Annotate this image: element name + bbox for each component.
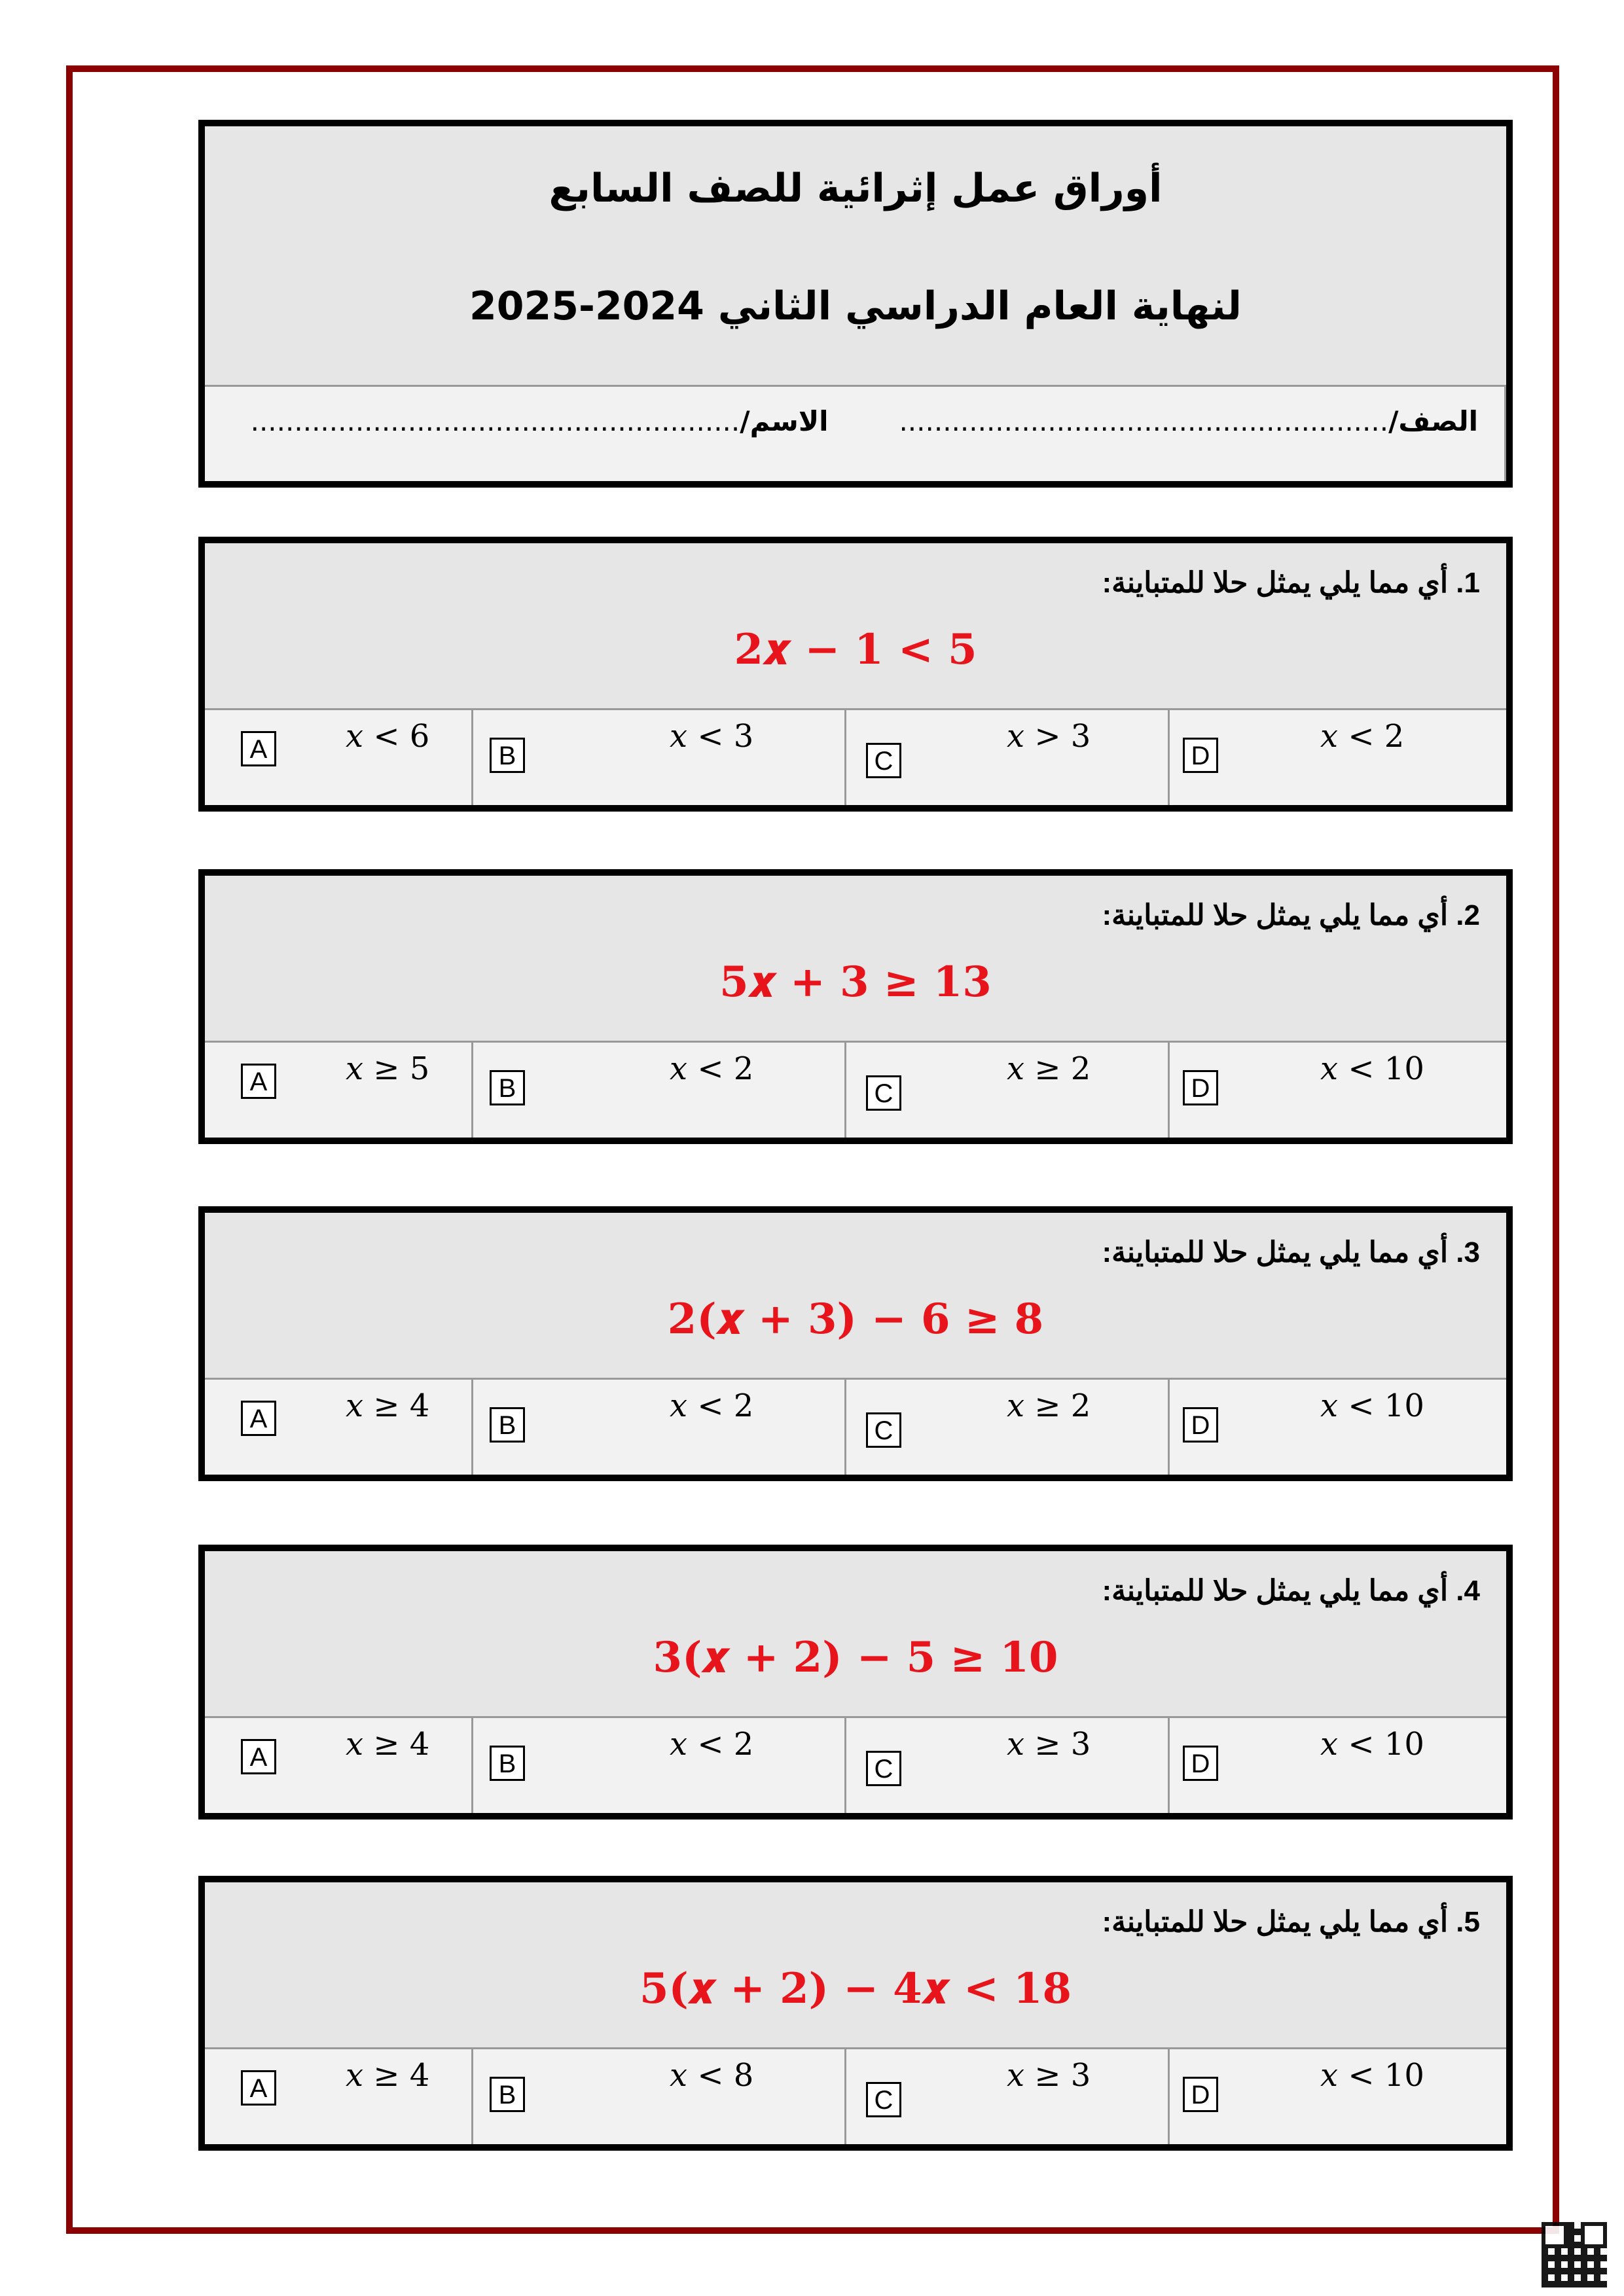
option-value: 𝑥 ≥ 3 [1007, 2057, 1091, 2094]
option-letter: A [241, 2070, 276, 2106]
option-value: 𝑥 ≥ 2 [1007, 1388, 1091, 1424]
name-label: الاسم/ [740, 405, 829, 437]
option-value: 𝑥 < 2 [670, 1388, 754, 1424]
option-letter: C [866, 1751, 901, 1786]
option-letter: D [1183, 1746, 1218, 1781]
question-prompt: 2. أي مما يلي يمثل حلا للمتباينة: [1102, 899, 1480, 931]
option-letter: D [1183, 738, 1218, 773]
option-b[interactable] [473, 1380, 846, 1475]
class-label: الصف/ [1388, 405, 1478, 437]
answer-options [205, 708, 1506, 805]
question-prompt: 4. أي مما يلي يمثل حلا للمتباينة: [1102, 1575, 1480, 1607]
class-field[interactable] [855, 387, 1507, 481]
option-letter: B [490, 2077, 525, 2112]
option-d[interactable] [1170, 710, 1506, 805]
option-value: 𝑥 < 6 [346, 718, 430, 755]
option-value: 𝑥 ≥ 3 [1007, 1726, 1091, 1763]
answer-options [205, 1716, 1506, 1813]
option-b[interactable] [473, 1043, 846, 1138]
option-value: 𝑥 < 2 [670, 1050, 754, 1087]
option-a[interactable] [205, 2049, 473, 2144]
option-value: 𝑥 < 8 [670, 2057, 754, 2094]
option-letter: B [490, 1407, 525, 1443]
inequality-expression: 5(𝒙 + 2) − 4𝒙 < 18 [639, 1964, 1072, 2013]
question-prompt: 5. أي مما يلي يمثل حلا للمتباينة: [1102, 1906, 1480, 1938]
option-c[interactable] [846, 1380, 1170, 1475]
answer-options [205, 1378, 1506, 1475]
option-letter: D [1183, 1407, 1218, 1443]
option-value: 𝑥 ≥ 2 [1007, 1050, 1091, 1087]
option-b[interactable] [473, 1718, 846, 1813]
option-letter: C [866, 1075, 901, 1111]
option-c[interactable] [846, 1718, 1170, 1813]
option-value: 𝑥 < 10 [1320, 2057, 1424, 2094]
option-letter: D [1183, 2077, 1218, 2112]
question-card [198, 1206, 1513, 1481]
option-value: 𝑥 < 10 [1320, 1388, 1424, 1424]
option-a[interactable] [205, 1380, 473, 1475]
option-d[interactable] [1170, 1718, 1506, 1813]
inequality-expression: 5𝒙 + 3 ≥ 13 [719, 958, 992, 1007]
option-value: 𝑥 ≥ 4 [346, 1726, 430, 1763]
option-d[interactable] [1170, 2049, 1506, 2144]
option-b[interactable] [473, 710, 846, 805]
option-letter: C [866, 1412, 901, 1448]
student-info-row [205, 385, 1506, 481]
option-c[interactable] [846, 1043, 1170, 1138]
qr-code-icon[interactable] [1542, 2222, 1607, 2287]
question-prompt: 3. أي مما يلي يمثل حلا للمتباينة: [1102, 1236, 1480, 1268]
question-card [198, 869, 1513, 1144]
option-b[interactable] [473, 2049, 846, 2144]
option-letter: B [490, 1746, 525, 1781]
worksheet-subtitle: لنهاية العام الدراسي الثاني 2024-2025 [469, 283, 1242, 329]
answer-options [205, 2047, 1506, 2144]
option-value: 𝑥 < 2 [670, 1726, 754, 1763]
option-value: 𝑥 < 2 [1320, 718, 1405, 755]
class-dots: ........................................................ [899, 405, 1389, 437]
option-letter: A [241, 1739, 276, 1774]
worksheet-title: أوراق عمل إثرائية للصف السابع [549, 166, 1163, 211]
answer-options [205, 1041, 1506, 1138]
question-prompt: 1. أي مما يلي يمثل حلا للمتباينة: [1102, 567, 1480, 599]
option-value: 𝑥 < 10 [1320, 1050, 1424, 1087]
option-d[interactable] [1170, 1380, 1506, 1475]
option-letter: D [1183, 1070, 1218, 1105]
option-value: 𝑥 ≥ 5 [346, 1050, 430, 1087]
option-value: 𝑥 ≥ 4 [346, 1388, 430, 1424]
question-card [198, 537, 1513, 812]
option-d[interactable] [1170, 1043, 1506, 1138]
option-c[interactable] [846, 710, 1170, 805]
inequality-expression: 2𝒙 − 1 < 5 [734, 625, 977, 674]
option-a[interactable] [205, 1043, 473, 1138]
option-letter: B [490, 738, 525, 773]
option-letter: C [866, 2082, 901, 2117]
option-letter: A [241, 1064, 276, 1099]
worksheet-header [198, 120, 1513, 488]
option-a[interactable] [205, 710, 473, 805]
option-a[interactable] [205, 1718, 473, 1813]
question-card [198, 1876, 1513, 2151]
option-value: 𝑥 < 10 [1320, 1726, 1424, 1763]
name-dots: ........................................................ [250, 405, 740, 437]
option-letter: A [241, 1401, 276, 1436]
inequality-expression: 3(𝒙 + 2) − 5 ≥ 10 [653, 1633, 1058, 1682]
option-value: 𝑥 < 3 [670, 718, 754, 755]
option-value: 𝑥 > 3 [1007, 718, 1091, 755]
option-value: 𝑥 ≥ 4 [346, 2057, 430, 2094]
option-letter: B [490, 1070, 525, 1105]
option-letter: A [241, 731, 276, 766]
option-letter: C [866, 743, 901, 778]
option-c[interactable] [846, 2049, 1170, 2144]
name-field[interactable] [205, 387, 855, 481]
question-card [198, 1545, 1513, 1820]
inequality-expression: 2(𝒙 + 3) − 6 ≥ 8 [667, 1295, 1044, 1344]
